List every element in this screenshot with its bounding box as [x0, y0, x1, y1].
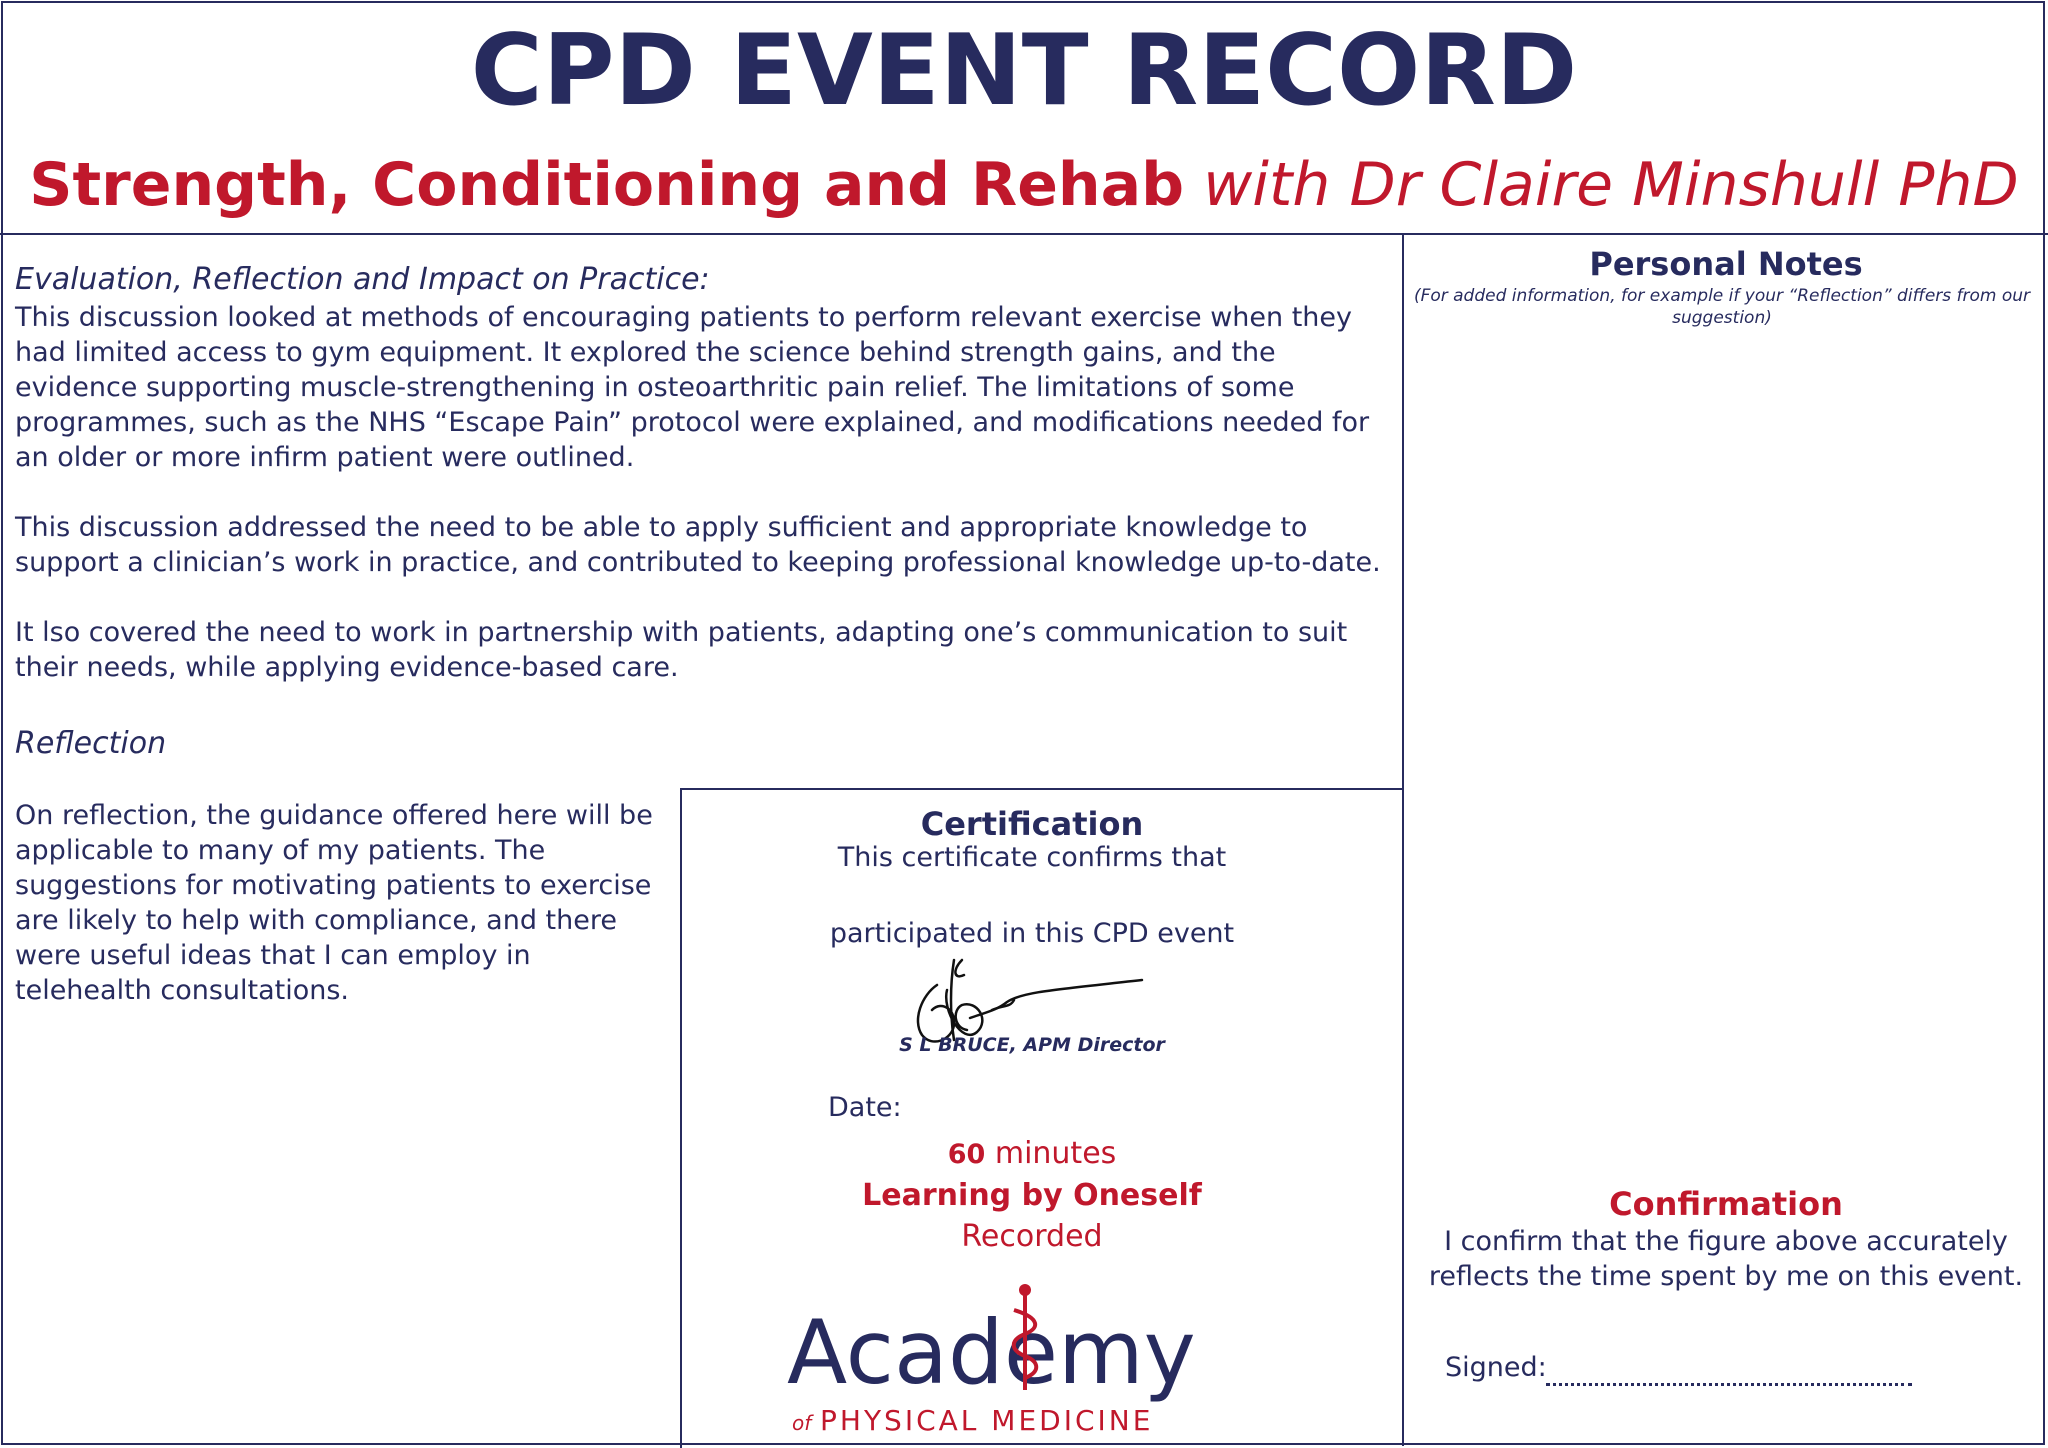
evaluation-paragraph-1: This discussion looked at methods of encouraging patients to perform relevant exercise when they had limited access to gym equipment. It explored the science behind strength gains, and the evidence supporting muscle-strengthening in osteoarthritic pain relief. The limitations of some programmes, such as the NHS “Escape Pain” protocol were explained, and modifications needed for an older or more infirm patient were outlined.: [15, 302, 1370, 473]
personal-notes-title: Personal Notes: [1589, 245, 1863, 283]
event-subtitle: [0, 145, 2048, 225]
signatory-name: S L BRUCE, APM Director: [899, 1034, 1165, 1056]
event-name: Strength, Conditioning and Rehab: [29, 150, 1185, 220]
personal-notes-hint: (For added information, for example if your “Reflection” differs from our suggestion): [1413, 286, 2031, 328]
certification-line-1: This certificate confirms that: [837, 842, 1227, 873]
evaluation-paragraph-2: This discussion addressed the need to be able to apply sufficient and appropriate knowledge to support a clinician’s work in practice, and contributed to keeping professional knowledge up-to-date.: [15, 512, 1381, 578]
duration-value: 60: [947, 1139, 986, 1170]
confirmation-title: Confirmation: [1609, 1185, 1843, 1223]
confirmation-text: I confirm that the figure above accurately reflects the time spent by me on this event.: [1428, 1226, 2024, 1292]
evaluation-paragraph-3: It lso covered the need to work in partnership with patients, adapting one’s communication to suit their needs, while applying evidence-based care.: [15, 617, 1348, 683]
evaluation-section: [15, 260, 1385, 685]
record-status: Recorded: [961, 1219, 1103, 1254]
reflection-text: On reflection, the guidance offered here will be applicable to many of my patients. The suggestions for motivating patients to exercise are likely to help with compliance, and there were useful ideas that I can employ in telehealth consultations.: [15, 800, 653, 1006]
event-presenter: with Dr Claire Minshull PhD: [1203, 150, 2019, 220]
logo-subtitle: PHYSICAL MEDICINE: [820, 1404, 1154, 1437]
evaluation-heading: Evaluation, Reflection and Impact on Practice:: [15, 262, 710, 297]
reflection-heading: Reflection: [15, 726, 167, 761]
header: [0, 0, 2048, 235]
learning-type: Learning by Oneself: [862, 1178, 1202, 1213]
date-label: Date:: [828, 1092, 902, 1123]
duration: [682, 1135, 1382, 1174]
duration-unit: minutes: [994, 1136, 1117, 1171]
certification-box: [680, 788, 1404, 1448]
page-title: CPD EVENT RECORD: [470, 14, 1578, 128]
logo-of: of: [792, 1411, 812, 1435]
logo-name: Academy: [787, 1301, 1196, 1404]
academy-logo: [782, 1278, 1262, 1438]
certification-title: Certification: [920, 805, 1144, 843]
certification-line-2: participated in this CPD event: [829, 918, 1235, 949]
signature-line[interactable]: [1546, 1383, 1912, 1386]
signed-label: Signed:: [1445, 1352, 1547, 1383]
